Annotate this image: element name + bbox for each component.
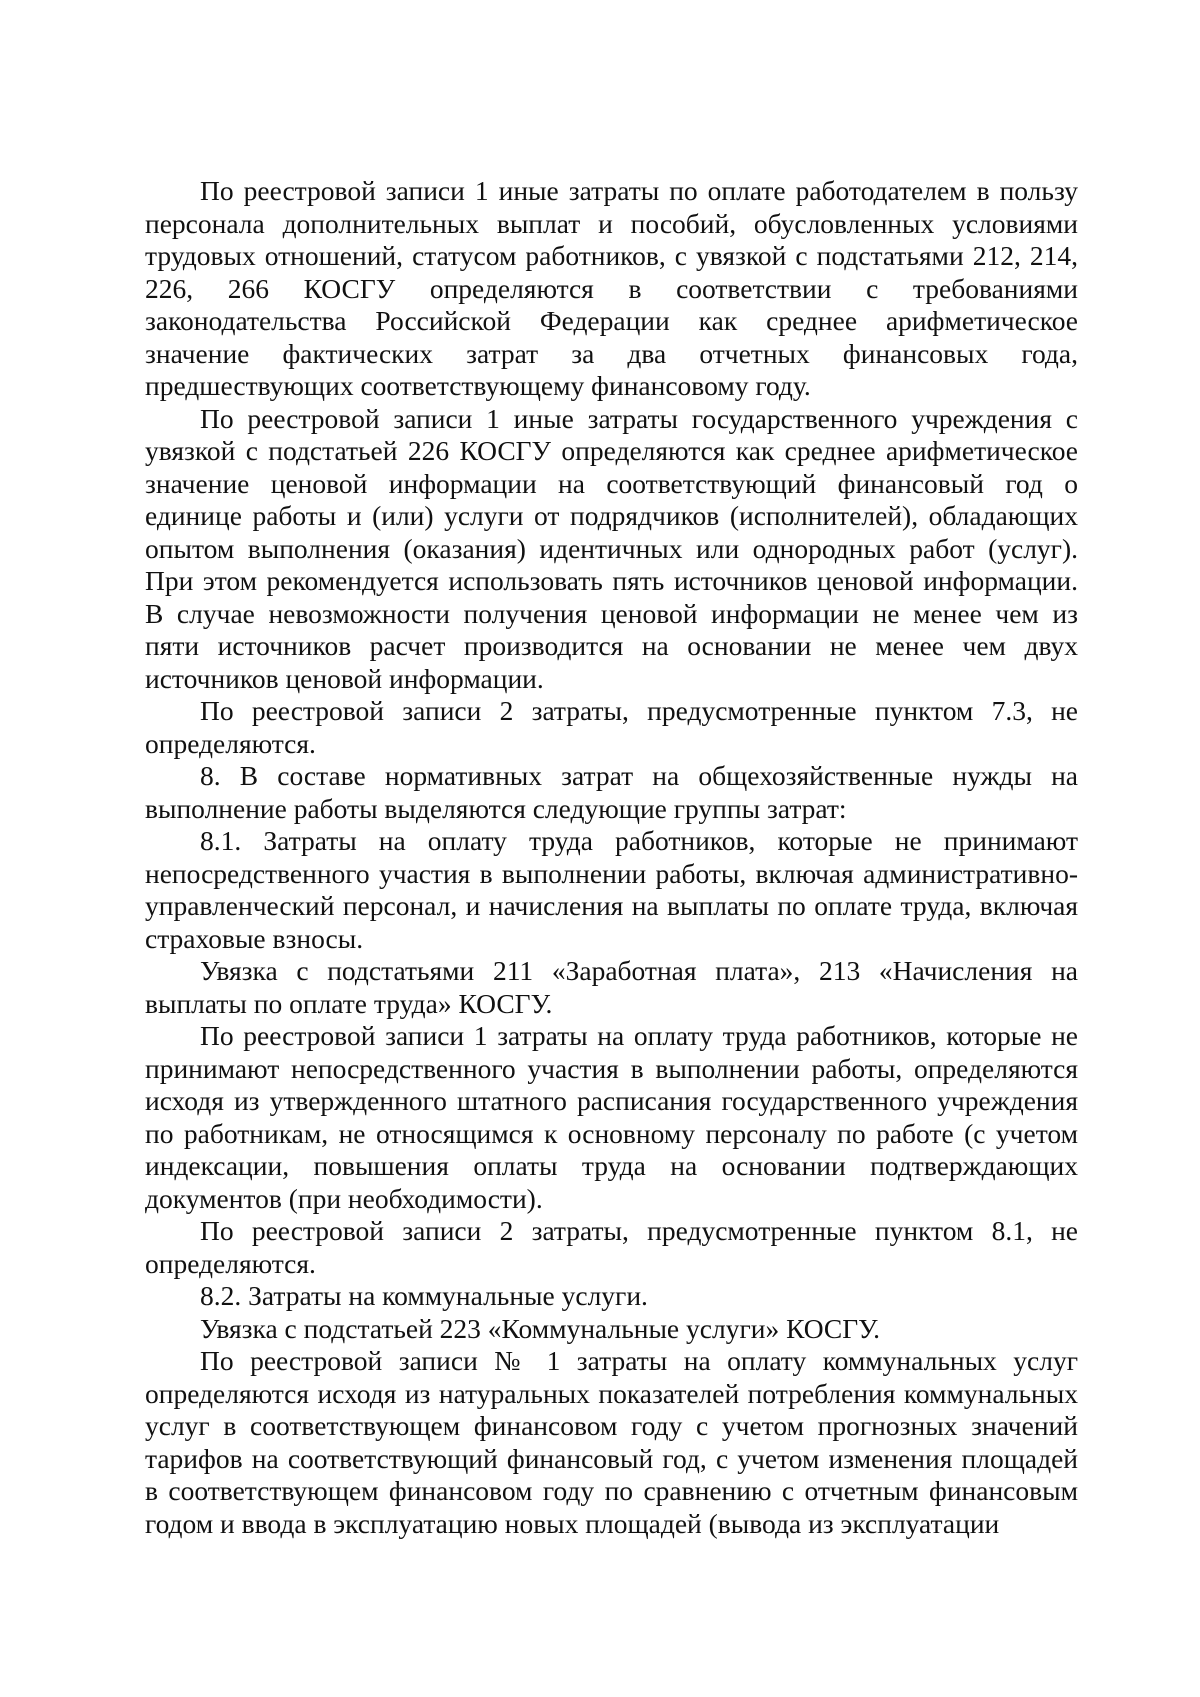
paragraph-section-8-1: 8.1. Затраты на оплату труда работников, которые не принимают непосредственного участия в выполнении работы, включая административно-управленческий персонал, и начисления на выплаты по оплате труда, включая страховые взносы. [145,825,1078,954]
paragraph-link-223: Увязка с подстатьей 223 «Коммунальные услуги» КОСГУ. [200,1312,881,1344]
paragraph-other-costs-226: По реестровой записи 1 иные затраты государственного учреждения с увязкой с подстатьей 226 КОСГУ определяются как среднее арифметическое значение ценовой информации на соответствующий финансовый год о единице работы и (или) услуги от подрядчиков (исполнителей), обладающих опытом выполнения (оказания) идентичных или однородных работ (услуг). При этом рекомендуется использовать пять источников ценовой информации. В случае невозможности получения ценовой информации не менее чем из пяти источников расчет производится на основании не менее чем двух источников ценовой информации. [145,402,1078,694]
paragraph-link-211-213: Увязка с подстатьями 211 «Заработная плата», 213 «Начисления на выплаты по оплате труда» КОСГУ. [145,955,1078,1019]
paragraph-record1-staff-costs: По реестровой записи 1 затраты на оплату труда работников, которые не принимают непосредственного участия в выполнении работы, определяются исходя из утвержденного штатного расписания государственного учреждения по работникам, не относящимся к основному персоналу по работе (с учетом индексации, повышения оплаты труда на основании подтверждающих документов (при необходимости). [145,1020,1078,1214]
document-body [145,175,1078,1540]
paragraph-section-8-2: 8.2. Затраты на коммунальные услуги. [200,1280,648,1311]
paragraph-record2-item-7-3: По реестровой записи 2 затраты, предусмотренные пунктом 7.3, не определяются. [145,695,1078,759]
paragraph-section-8: 8. В составе нормативных затрат на общехозяйственные нужды на выполнение работы выделяются следующие группы затрат: [145,760,1078,824]
paragraph-record2-item-8-1: По реестровой записи 2 затраты, предусмотренные пунктом 8.1, не определяются. [145,1215,1078,1279]
paragraph-costs-staff-benefits: По реестровой записи 1 иные затраты по оплате работодателем в пользу персонала дополнительных выплат и пособий, обусловленных условиями трудовых отношений, статусом работников, с увязкой с подстатьями 212, 214, 226, 266 КОСГУ определяются в соответствии с требованиями законодательства Российской Федерации как среднее арифметическое значение фактических затрат за два отчетных финансовых года, предшествующих соответствующему финансовому году. [145,175,1078,401]
paragraph-record1-utilities: По реестровой записи № 1 затраты на оплату коммунальных услуг определяются исходя из натуральных показателей потребления коммунальных услуг в соответствующем финансовом году с учетом прогнозных значений тарифов на соответствующий финансовый год, с учетом изменения площадей в соответствующем финансовом году по сравнению с отчетным финансовым годом и ввода в эксплуатацию новых площадей (вывода из эксплуатации [145,1345,1078,1539]
